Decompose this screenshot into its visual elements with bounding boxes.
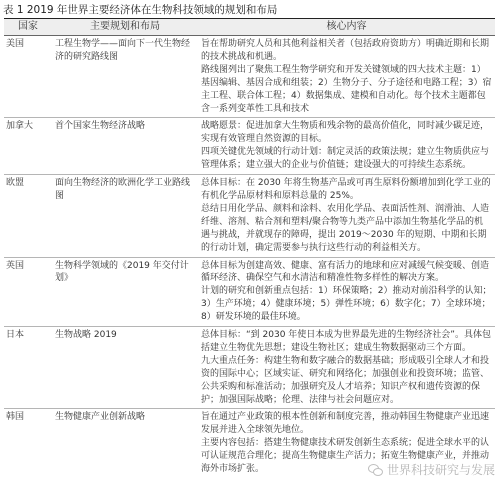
content-paragraph: 计划的研究和创新重点包括：1）环保策略；2）推动对前沿科学的认知；3）生产环境；4）健康环境；5）弹性环境；6）数字化；7）全球环境；8）研发环境的最佳环境。 xyxy=(201,286,492,323)
country-cell: 韩国 xyxy=(6,412,25,423)
content-paragraph: 四项关键优先领域的行动计划：制定灵活的政策法规；建立生物质供应与管理体系；建立强大的企业与价值链；建设强大的可持续生态系统。 xyxy=(201,147,490,171)
country-cell: 英国 xyxy=(4,257,52,327)
country-cell: 加拿大 xyxy=(4,118,52,175)
table-row xyxy=(4,327,495,409)
content-paragraph: 战略愿景：促进加拿大生物质和残余物的最高价值化，同时减少碳足迹，实现有效管理自然资源的目标。 xyxy=(201,121,490,145)
table-row xyxy=(4,257,495,327)
header-content: 核心内容 xyxy=(198,19,495,36)
content-paragraph: 总结日用化学品、颜料和涂料、农用化学品、表面活性剂、润滑油、人造纤维、溶剂、粘合剂和塑料/聚合物等九类产品中添加生物基化学品的机遇与挑战，并就现存的障碍，提出 2019～2030 年的短期、中期和长期的行动计划，确定需要参与执行这些行动的利益相关方。 xyxy=(201,203,490,253)
table-row xyxy=(4,118,495,175)
content-paragraph: 旨在通过产业政策的根本性创新和制度完善，推动韩国生物健康产业迅速发展并进入全球领先地位。 xyxy=(201,412,490,436)
content-paragraph: 路线图列出了聚焦工程生物学研究和开发关键领域的四大技术主题：1）基因编辑、基因合成和组装；2）生物分子、分子途径和电路工程；3）宿主工程、联合体工程；4）数据集成、建模和自动化。每个技术主题都包含一系列变革性工具和技术 xyxy=(201,64,492,114)
table-title: 表 1 2019 年世界主要经济体在生物科技领域的规划和布局 xyxy=(3,4,278,16)
content-paragraph: 总体目标：“到 2030 年使日本成为世界最先进的生物经济社会”。具体包括建立生物优先思想；建设生物社区；建成生物数据驱动三个方面。 xyxy=(201,330,491,353)
content-cell xyxy=(198,36,495,118)
content-paragraph: 总体目标：在 2030 年将生物基产品或可再生原料份额增加到化学工业的有机化学品原材料和原料总量的 25%。 xyxy=(201,178,491,201)
plan-cell: 生物科学领域的《2019 年交付计划》 xyxy=(52,257,198,327)
plan-cell: 面向生物经济的欧洲化学工业路线图 xyxy=(52,175,198,257)
header-country: 国家 xyxy=(4,19,52,36)
plan-cell: 生物健康产业创新战略 xyxy=(55,412,146,423)
content-paragraph: 总体目标为创建高效、健康、富有活力的地球和应对减缓气候变暖、创造循环经济、确保空气和水清洁和精准性物多样性的解决方案。 xyxy=(201,260,490,284)
watermark-text: 世界科技研究与发展 xyxy=(386,463,495,477)
country-cell: 日本 xyxy=(4,327,52,409)
table-row xyxy=(4,175,495,257)
wechat-icon xyxy=(368,464,383,476)
watermark xyxy=(368,461,495,478)
content-paragraph: 主要内容包括：搭建生物健康技术研发创新生态系统；促进全球水平的认可认证规范合理化；提高生物健康生产活力；拓宽生物健康产业，并推动海外市场扩张。 xyxy=(201,438,490,475)
header-plan: 主要规划和布局 xyxy=(52,19,198,36)
table-header-row xyxy=(4,19,495,36)
content-cell xyxy=(198,118,495,175)
content-paragraph: 九大重点任务：构建生物和数字融合的数据基础；形成吸引全球人才和投资的国际中心；区域实证、研究和网络化；加强创业和投资环境；监管、公共采购和标准活动；加强研究及人才培养；知识产权和遗传资源的保护；加强国际战略；伦理、法律与社会问题应对。 xyxy=(201,355,490,405)
plan-cell: 首个国家生物经济战略 xyxy=(52,118,198,175)
country-cell: 美国 xyxy=(4,36,52,118)
content-cell xyxy=(198,175,495,257)
planning-table xyxy=(4,18,495,478)
content-cell xyxy=(198,327,495,409)
table-row xyxy=(4,36,495,118)
plan-cell: 生物战略 2019 xyxy=(52,327,198,409)
content-cell xyxy=(198,257,495,327)
plan-cell: 工程生物学——面向下一代生物经济的研究路线图 xyxy=(52,36,198,118)
country-cell: 欧盟 xyxy=(4,175,52,257)
content-paragraph: 旨在帮助研究人员和其他利益相关者（包括政府资助方）明确近期和长期的技术挑战和机遇。 xyxy=(201,39,490,62)
